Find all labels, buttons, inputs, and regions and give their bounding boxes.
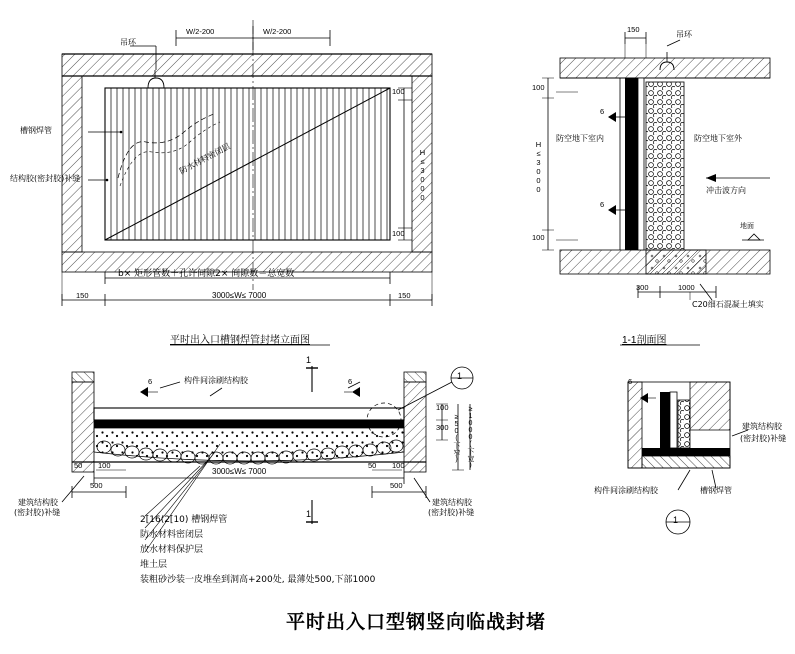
section-inner-text: 防空地下室内: [556, 134, 604, 143]
elevation-right-dim-top: 100: [392, 87, 405, 96]
plan-mark-top-right: 6: [348, 377, 353, 386]
elevation-label-channel: 槽钢焊管: [20, 126, 52, 135]
detail-label-right-1: 建筑结构胶: [742, 422, 782, 431]
detail-mark: 6: [628, 377, 633, 386]
elevation-top-dim-1: W/2-200: [186, 27, 215, 36]
plan-right-base-dim: 500: [390, 481, 403, 490]
section-left-dim-1: 100: [532, 83, 545, 92]
elevation-top-dim-2: W/2-200: [263, 27, 292, 36]
plan-right-label-1: 建筑结构胶: [432, 498, 472, 507]
elevation-label-waterproof: 防水材料密闭层: [178, 141, 232, 176]
detail-label-bottom-left: 构件间涂刷结构胶: [594, 486, 658, 495]
plan-right-dim-100: 100: [392, 461, 405, 470]
elevation-bottom-note: b× 矩形管数＋孔许间隙2× 间隙数＝总宽数: [118, 269, 295, 279]
plan-left-base-dim: 500: [90, 481, 103, 490]
section-outer-text: 防空地下室外: [694, 134, 742, 143]
detail-label-right-2: (密封胶)补缝: [740, 434, 787, 443]
plan-callout-top: 构件间涂刷结构胶: [184, 376, 248, 385]
caption-section: 1-1剖面图: [622, 335, 667, 346]
plan-left-label-1: 建筑结构胶: [18, 498, 58, 507]
elevation-right-offset: 150: [398, 291, 411, 300]
elevation-hook-label: 吊环: [120, 38, 136, 47]
plan-legend-4: 堆土层: [140, 560, 168, 570]
plan-detail-circle-number: 1: [457, 371, 463, 381]
drawing-title: 平时出入口型钢竖向临战封堵: [286, 612, 547, 633]
plan-legend-3: 放水材料保护层: [140, 545, 204, 555]
section-base-note: C20细石混凝土填实: [692, 300, 764, 309]
plan-legend-1: 2[16(2[10) 槽钢焊管: [140, 515, 228, 525]
elevation-width-dim: 3000≤W≤ 7000: [212, 291, 267, 300]
plan-left-dim-100: 100: [98, 461, 111, 470]
section-height-dim: H≤3000: [534, 140, 543, 194]
plan-height-dim-1: ≥50(下窄): [453, 414, 460, 463]
section-left-dim-2: 100: [532, 233, 545, 242]
section-impact-text: 冲击波方向: [706, 186, 746, 195]
elevation-left-offset: 150: [76, 291, 89, 300]
plan-right-label-2: (密封胶)补缝: [428, 508, 475, 517]
section-ground-text: 地面: [740, 222, 754, 230]
section-hook-label: 吊环: [676, 30, 692, 39]
section-top-dim: 150: [627, 25, 640, 34]
plan-right-dim-2: 300: [436, 423, 449, 432]
plan-legend-2: 防水材料密闭层: [140, 530, 204, 540]
plan-left-label-2: (密封胶)补缝: [14, 508, 61, 517]
elevation-label-sealant: 结构胶(密封胶)补缝: [10, 174, 81, 183]
section-mark-2: 6: [600, 200, 605, 209]
plan-right-dim-50: 50: [368, 461, 377, 470]
elevation-height-dim: H≤3000: [418, 148, 427, 202]
section-base-dim-2: 1000: [678, 283, 695, 292]
detail-circle-number: 1: [673, 515, 679, 525]
elevation-right-dim-bottom: 100: [392, 229, 405, 238]
plan-right-dim-1: 100: [436, 403, 449, 412]
plan-section-mark-bottom: 1: [306, 509, 312, 519]
section-mark-1: 6: [600, 107, 605, 116]
detail-label-bottom-right: 槽钢焊管: [700, 486, 732, 495]
plan-width-dim: 3000≤W≤ 7000: [212, 467, 267, 476]
plan-mark-top-left: 6: [148, 377, 153, 386]
plan-legend-5: 装粗砂沙装一皮堆垒到洞高+200处, 最薄处500,下部1000: [140, 575, 376, 585]
plan-left-dim-50: 50: [74, 461, 83, 470]
plan-height-dim-2: ≥1000(下宽): [467, 406, 474, 469]
caption-elevation: 平时出入口槽钢焊管封堵立面图: [170, 335, 310, 346]
plan-section-mark-top: 1: [306, 355, 312, 365]
section-base-dim-1: 300: [636, 283, 649, 292]
